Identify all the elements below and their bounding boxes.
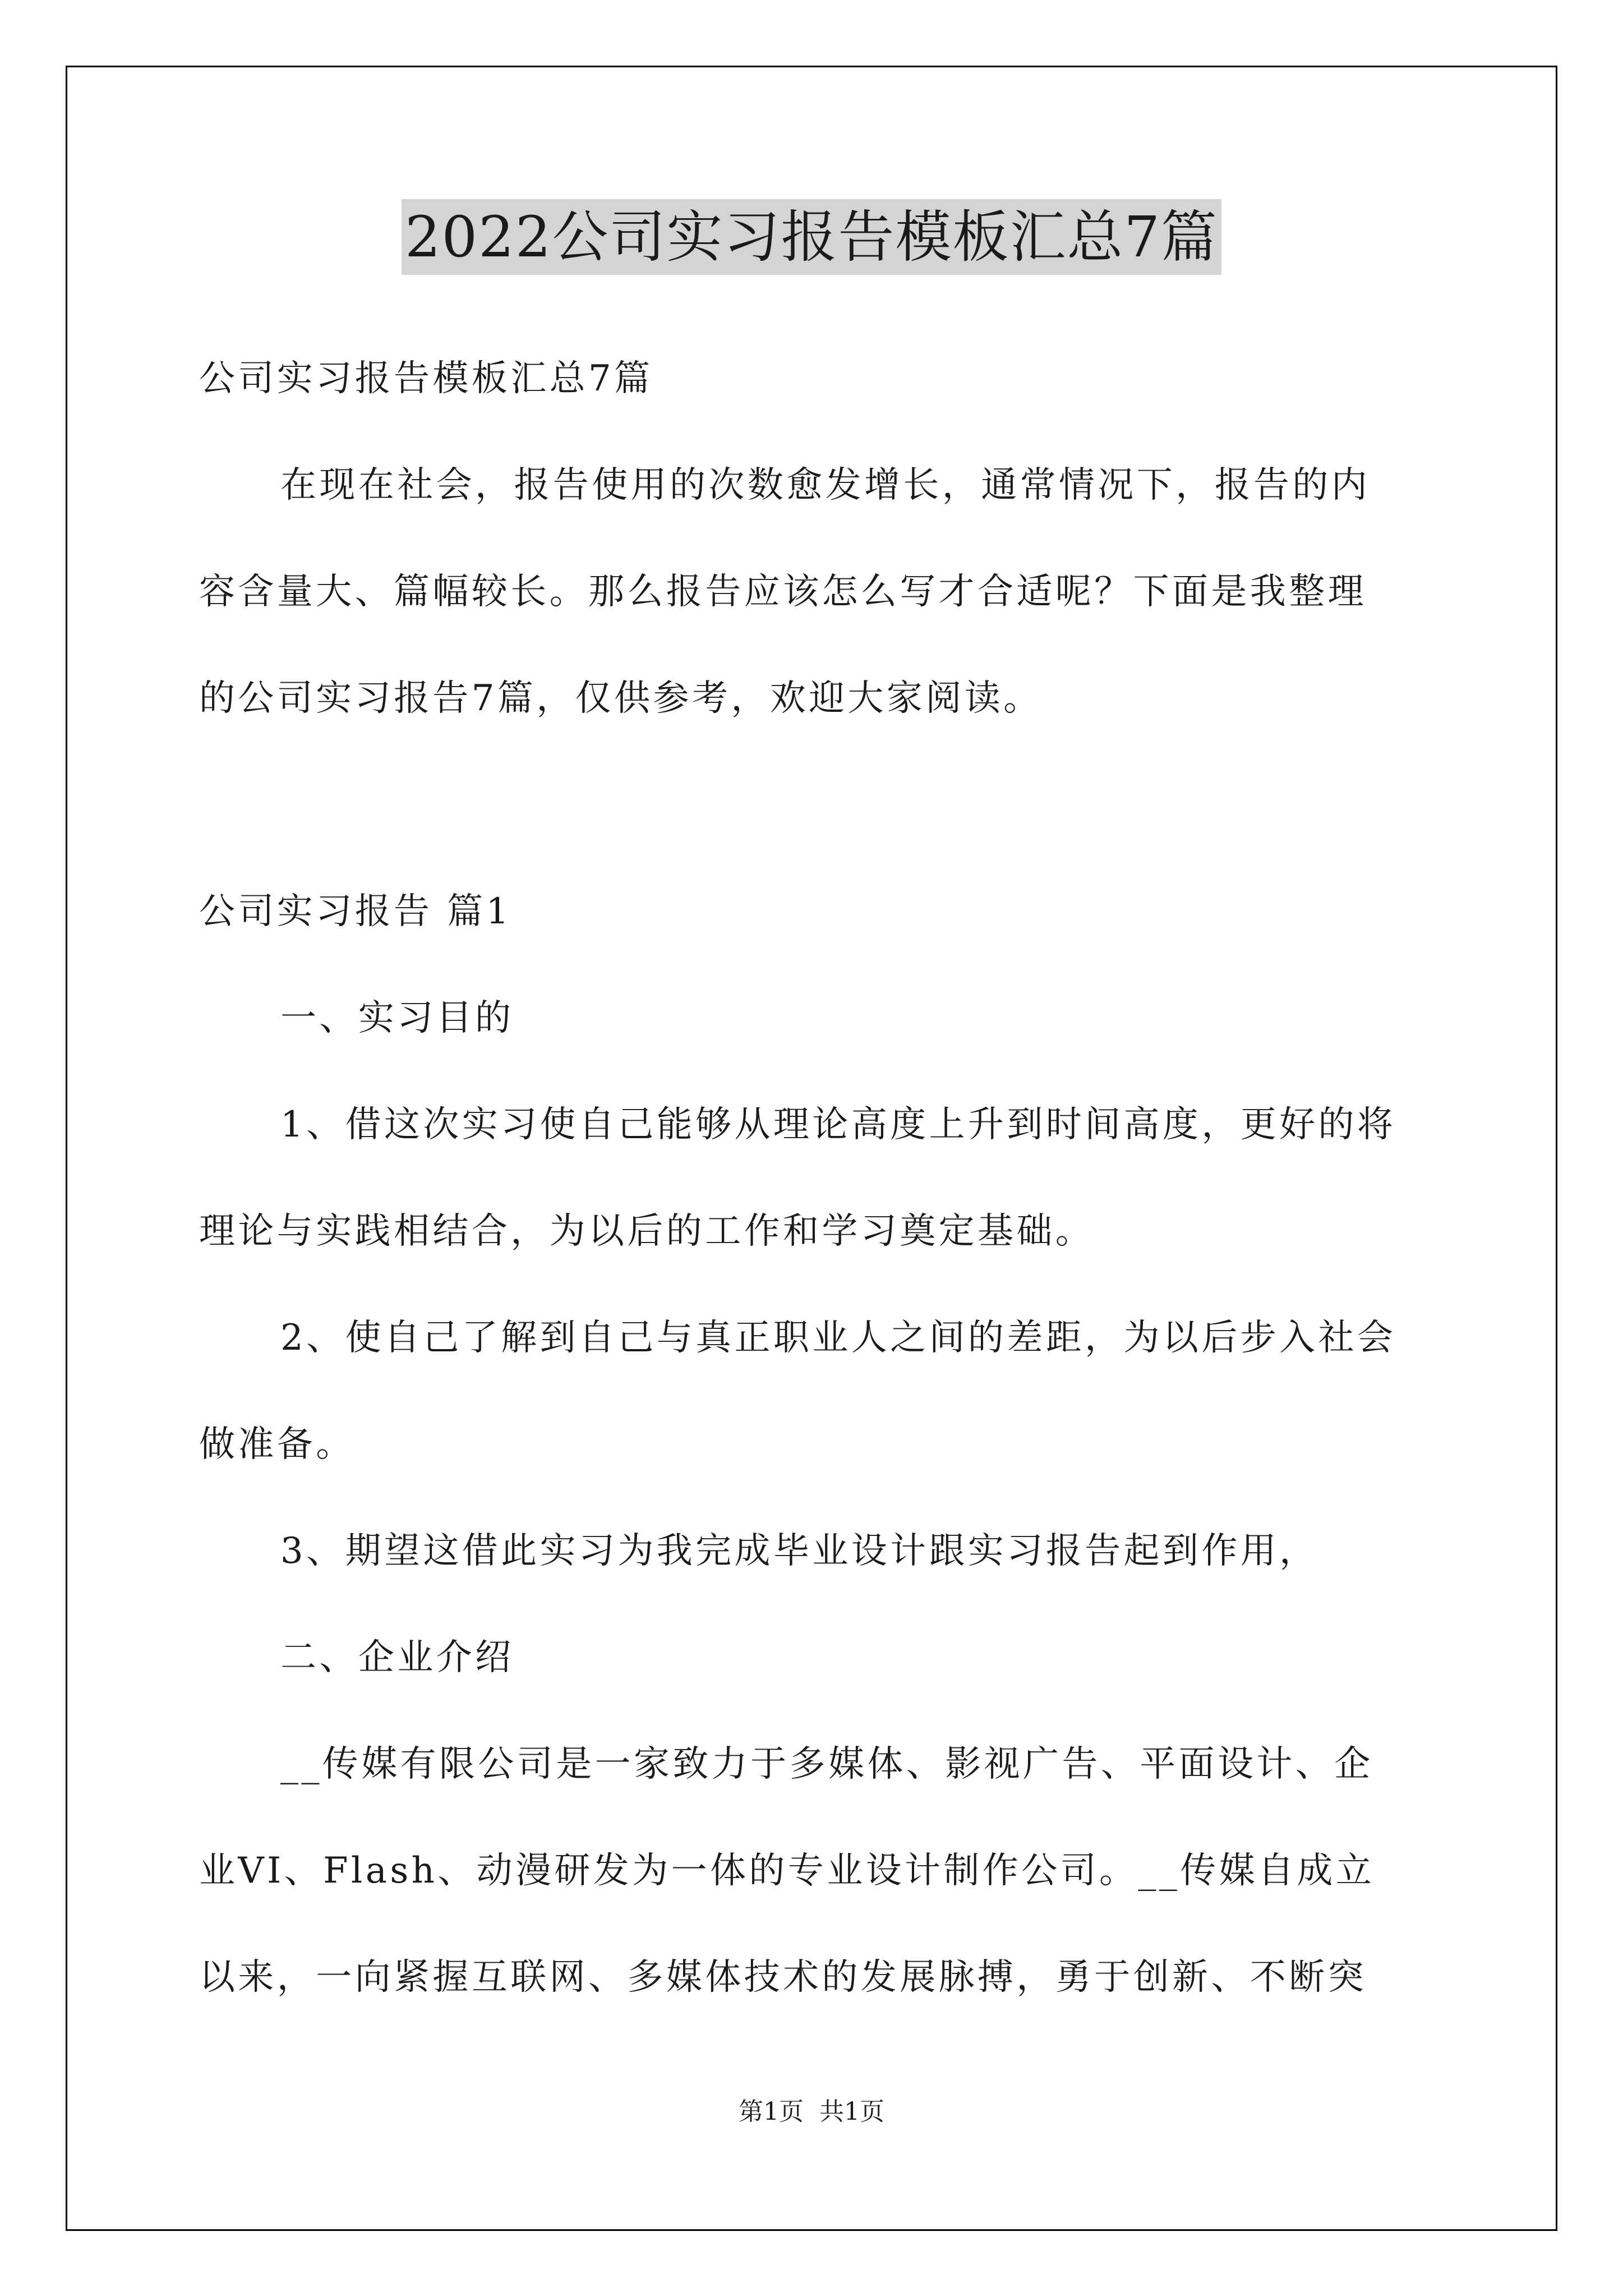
paragraph-line: 业VI、Flash、动漫研发为一体的专业设计制作公司。__传媒自成立 — [199, 1850, 1375, 1892]
paragraph-line: 一、实习目的 — [280, 997, 514, 1039]
page-footer: 第1页 共1页 — [739, 2097, 884, 2126]
document-title — [0, 199, 1623, 275]
subtitle-line: 公司实习报告模板汇总7篇 — [199, 358, 653, 399]
paragraph-line: 以来，一向紧握互联网、多媒体技术的发展脉搏，勇于创新、不断突 — [199, 1957, 1367, 1998]
paragraph-line: __传媒有限公司是一家致力于多媒体、影视广告、平面设计、企 — [280, 1743, 1373, 1785]
paragraph-line: 做准备。 — [199, 1424, 355, 1465]
paragraph-line: 理论与实践相结合，为以后的工作和学习奠定基础。 — [199, 1211, 1095, 1252]
paragraph-line: 容含量大、篇幅较长。那么报告应该怎么写才合适呢？下面是我整理 — [199, 571, 1367, 613]
paragraph-line: 3、期望这借此实习为我完成毕业设计跟实习报告起到作用， — [280, 1530, 1318, 1572]
paragraph-line: 1、借这次实习使自己能够从理论高度上升到时间高度，更好的将 — [280, 1104, 1396, 1145]
paragraph-line: 在现在社会，报告使用的次数愈发增长，通常情况下，报告的内 — [280, 464, 1371, 506]
paragraph-line: 二、企业介绍 — [280, 1637, 514, 1678]
paragraph-line: 2、使自己了解到自己与真正职业人之间的差距，为以后步入社会 — [280, 1317, 1396, 1359]
document-title-text: 2022公司实习报告模板汇总7篇 — [402, 199, 1221, 275]
section-heading: 公司实习报告 篇1 — [199, 891, 512, 932]
paragraph-line: 的公司实习报告7篇，仅供参考，欢迎大家阅读。 — [199, 678, 1043, 719]
